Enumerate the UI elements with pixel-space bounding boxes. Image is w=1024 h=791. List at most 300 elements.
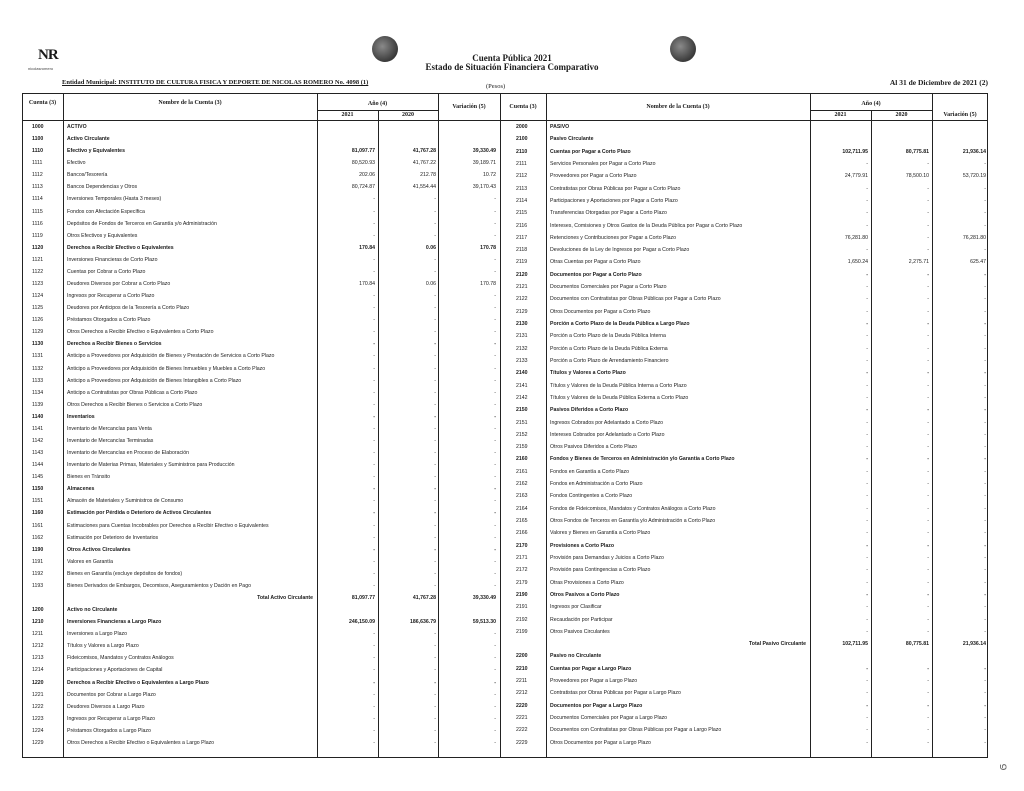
account-code: 2133 [516, 357, 528, 364]
account-name: Fondos de Fideicomisos, Mandatos y Contratos Análogos a Corto Plazo [550, 505, 716, 512]
value-2021: - [373, 232, 375, 239]
value-2021: 1,650.24 [847, 259, 868, 266]
value-2020: 212.78 [420, 172, 436, 179]
account-name: Intereses Cobrados por Adelantado a Corto Plazo [550, 431, 665, 438]
account-name: Deudores Diversos a Largo Plazo [67, 703, 145, 710]
value-variacion: 39,330.49 [472, 595, 496, 601]
account-code: 1212 [32, 643, 44, 650]
value-2020: 41,767.28 [412, 595, 436, 601]
value-2020: - [434, 655, 436, 662]
value-variacion: - [984, 591, 986, 598]
value-variacion: - [984, 727, 986, 734]
value-2021: - [866, 308, 868, 315]
value-2021: - [373, 256, 375, 263]
account-code: 2192 [516, 616, 528, 623]
value-2021: - [373, 329, 375, 336]
account-code: 1110 [32, 148, 43, 155]
value-2021: - [866, 333, 868, 340]
value-variacion: 21,936.14 [962, 641, 986, 648]
account-name: Provisiones a Corto Plazo [550, 542, 614, 549]
header-nombre: Nombre de la Cuenta (3) [158, 100, 222, 106]
value-variacion: - [984, 665, 986, 672]
account-name: Porción a Corto Plazo de la Deuda Pública a Largo Plazo [550, 321, 690, 328]
account-name: Documentos por Pagar a Corto Plazo [550, 271, 642, 278]
value-2020: - [434, 631, 436, 638]
value-2021: - [373, 703, 375, 710]
value-variacion: - [984, 185, 986, 192]
total-label: Total Pasivo Circulante [749, 641, 806, 648]
account-name: Activo Circulante [67, 136, 110, 143]
value-2020: 41,767.22 [412, 160, 436, 167]
value-variacion: - [984, 333, 986, 340]
value-2021: - [866, 604, 868, 611]
value-2020: - [434, 317, 436, 324]
account-name: Almacén de Materiales y Suministros de Consumo [67, 498, 184, 505]
value-2020: - [927, 468, 929, 475]
account-name: Provisión para Contingencias a Corto Plazo [550, 567, 651, 574]
value-variacion: - [984, 567, 986, 574]
value-variacion: - [494, 365, 496, 372]
value-variacion: - [984, 604, 986, 611]
account-name: Transferencias Otorgadas por Pagar a Corto Plazo [550, 210, 667, 217]
value-variacion: - [494, 196, 496, 203]
account-name: Ingresos por Recuperar a Largo Plazo [67, 715, 155, 722]
value-variacion: - [494, 631, 496, 638]
value-variacion: - [984, 296, 986, 303]
account-code: 1139 [32, 401, 44, 408]
value-variacion: - [494, 353, 496, 360]
value-2021: - [866, 518, 868, 525]
account-name: PASIVO [550, 124, 570, 130]
account-name: Provisión para Demandas y Juicios a Corto Plazo [550, 554, 664, 561]
value-2020: - [434, 365, 436, 372]
value-2021: - [866, 690, 868, 697]
value-2021: - [373, 425, 375, 432]
value-2021: - [866, 628, 868, 635]
value-2021: - [373, 365, 375, 372]
value-2020: - [434, 510, 436, 517]
account-name: Porción a Corto Plazo de la Deuda Pública Interna [550, 333, 666, 340]
value-variacion: - [984, 210, 986, 217]
value-2021: - [866, 481, 868, 488]
header-2020: 2020 [402, 112, 414, 118]
account-name: Inventario de Materias Primas, Materiales y Suministros para Producción [67, 462, 235, 469]
account-name: Estimación por Deterioro de Inventarios [67, 534, 159, 541]
value-2020: - [927, 382, 929, 389]
value-variacion: 59,513.30 [472, 619, 496, 626]
account-code: 1150 [32, 486, 44, 493]
account-name: Recaudación por Participar [550, 616, 613, 623]
account-name: Intereses, Comisiones y Otros Gastos de la Deuda Pública por Pagar a Corto Plazo [550, 222, 743, 229]
account-name: ACTIVO [67, 124, 87, 130]
value-2020: - [927, 444, 929, 451]
header-anio: Año (4) [861, 101, 881, 107]
value-2021: - [866, 210, 868, 217]
value-2021: - [373, 570, 375, 577]
account-code: 2170 [516, 542, 528, 549]
value-2020: - [434, 582, 436, 589]
value-2021: - [373, 293, 375, 300]
value-2021: - [866, 665, 868, 672]
value-2021: - [373, 558, 375, 565]
account-code: 2211 [516, 678, 528, 685]
account-name: Otras Cuentas por Pagar a Corto Plazo [550, 259, 641, 266]
account-name: Estimación por Pérdida o Deterioro de Activos Circulantes [67, 510, 212, 517]
value-2020: - [434, 534, 436, 541]
value-2020: - [434, 546, 436, 553]
value-2020: - [434, 486, 436, 493]
value-2020: - [927, 505, 929, 512]
value-2021: 170.84 [359, 244, 375, 251]
col-line [317, 93, 318, 758]
value-2021: - [373, 220, 375, 227]
account-name: Otros Efectivos y Equivalentes [67, 232, 138, 239]
value-variacion: - [494, 691, 496, 698]
account-name: Otras Provisiones a Corto Plazo [550, 579, 624, 586]
header-2021: 2021 [341, 112, 354, 118]
account-code: 2221 [516, 715, 528, 722]
value-2021: - [373, 389, 375, 396]
account-code: 2130 [516, 321, 528, 328]
account-code: 1130 [32, 341, 44, 348]
value-2021: - [866, 185, 868, 192]
account-code: 2117 [516, 234, 528, 241]
value-2021: - [866, 739, 868, 746]
value-variacion: - [984, 702, 986, 709]
account-name: Cuentas por Pagar a Largo Plazo [550, 665, 632, 672]
value-2020: - [434, 353, 436, 360]
account-name: Inversiones Temporales (Hasta 3 meses) [67, 196, 162, 203]
account-name: Documentos Comerciales por Pagar a Corto Plazo [550, 284, 667, 291]
value-2020: - [434, 691, 436, 698]
value-2020: - [927, 567, 929, 574]
value-variacion: - [984, 518, 986, 525]
value-variacion: 39,330.49 [472, 148, 496, 155]
account-name: Bancos Dependencias y Otros [67, 184, 138, 191]
value-2020: 41,767.28 [412, 148, 436, 155]
value-2021: - [866, 715, 868, 722]
account-code: 2199 [516, 628, 528, 635]
header-divider [22, 120, 988, 121]
value-2021: - [373, 486, 375, 493]
account-name: Otros Documentos por Pagar a Corto Plazo [550, 308, 651, 315]
account-code: 1100 [32, 136, 44, 143]
value-2021: - [866, 419, 868, 426]
value-2020: - [927, 407, 929, 414]
account-code: 2100 [516, 136, 528, 143]
account-name: Ingresos Cobrados por Adelantado a Corto Plazo [550, 419, 664, 426]
value-2020: - [434, 715, 436, 722]
value-2021: - [373, 679, 375, 686]
value-variacion: 625.47 [970, 259, 986, 266]
account-name: Deudores Diversos por Cobrar a Corto Plazo [67, 281, 171, 287]
value-variacion: - [494, 389, 496, 396]
account-code: 2129 [516, 308, 528, 315]
account-name: Participaciones y Aportaciones de Capital [67, 667, 163, 674]
value-variacion: - [984, 579, 986, 586]
value-variacion: - [984, 444, 986, 451]
account-code: 2116 [516, 222, 528, 229]
account-name: Deudores por Anticipos de la Tesorería a Corto Plazo [67, 305, 190, 312]
value-2021: - [866, 407, 868, 414]
account-code: 2160 [516, 456, 528, 463]
account-name: Cuentas por Cobrar a Corto Plazo [67, 268, 146, 275]
value-2020: - [927, 431, 929, 438]
account-name: Ingresos por Recuperar a Corto Plazo [67, 293, 155, 300]
account-code: 1222 [32, 703, 44, 710]
account-name: Préstamos Otorgados a Largo Plazo [67, 727, 151, 734]
value-2020: - [434, 232, 436, 239]
account-name: Proveedores por Pagar a Largo Plazo [550, 678, 638, 685]
value-variacion: - [984, 505, 986, 512]
account-code: 1213 [32, 655, 44, 662]
value-2021: 80,520.93 [351, 160, 375, 167]
account-name: Servicios Personales por Pagar a Corto Plazo [550, 160, 656, 167]
header-variacion: Variación (5) [452, 104, 486, 110]
account-name: Fondos en Garantía a Corto Plazo [550, 468, 630, 475]
account-name: Derechos a Recibir Efectivo o Equivalentes [67, 244, 174, 251]
value-2021: - [373, 341, 375, 348]
value-2021: - [866, 444, 868, 451]
value-variacion: - [984, 160, 986, 167]
account-name: Almacenes [67, 486, 95, 493]
account-name: Títulos y Valores de la Deuda Pública Externa a Corto Plazo [550, 394, 689, 401]
value-2021: - [373, 643, 375, 650]
value-2021: - [373, 413, 375, 420]
value-2020: - [434, 739, 436, 746]
account-code: 2118 [516, 247, 528, 254]
account-code: 1141 [32, 425, 44, 432]
account-name: Inventario de Mercancías para Venta [67, 425, 152, 432]
account-code: 2200 [516, 653, 528, 660]
value-2021: - [866, 382, 868, 389]
value-2021: - [866, 530, 868, 537]
account-code: 1133 [32, 377, 44, 384]
report-subtitle: Estado de Situación Financiera Comparativo [425, 62, 599, 72]
value-variacion: - [984, 357, 986, 364]
account-code: 2179 [516, 579, 528, 586]
header-nombre: Nombre de la Cuenta (3) [646, 104, 710, 110]
account-code: 1124 [32, 293, 44, 300]
account-code: 1160 [32, 510, 44, 517]
total-label: Total Activo Circulante [257, 595, 313, 601]
account-code: 2115 [516, 210, 528, 217]
value-variacion: 39,189.71 [472, 160, 496, 167]
value-2020: - [927, 271, 929, 278]
account-code: 1119 [32, 232, 43, 239]
value-variacion: - [984, 284, 986, 291]
value-2020: 41,554.44 [412, 184, 436, 191]
value-2021: - [866, 431, 868, 438]
account-code: 1190 [32, 546, 44, 553]
value-2020: - [927, 185, 929, 192]
value-2020: - [927, 591, 929, 598]
value-2021: - [373, 196, 375, 203]
value-variacion: - [494, 413, 496, 420]
report-title: Cuenta Pública 2021 [472, 53, 552, 63]
account-name: Porción a Corto Plazo de la Deuda Pública Externa [550, 345, 668, 352]
account-code: 1193 [32, 582, 44, 589]
account-code: 2191 [516, 604, 528, 611]
value-variacion: - [984, 628, 986, 635]
account-name: Otros Pasivos a Corto Plazo [550, 591, 620, 598]
account-name: Devoluciones de la Ley de Ingresos por Pagar a Corto Plazo [550, 247, 690, 254]
value-2020: - [927, 739, 929, 746]
value-2021: 102,711.95 [842, 641, 868, 648]
account-code: 2222 [516, 727, 528, 734]
account-code: 1162 [32, 534, 44, 541]
value-variacion: - [494, 582, 496, 589]
value-variacion: - [984, 493, 986, 500]
value-variacion: - [984, 739, 986, 746]
value-2021: - [866, 456, 868, 463]
col-line [63, 93, 64, 758]
value-2021: - [373, 631, 375, 638]
account-code: 2113 [516, 185, 528, 192]
account-code: 2142 [516, 394, 528, 401]
account-code: 1132 [32, 365, 44, 372]
value-2021: - [866, 567, 868, 574]
value-2020: - [434, 425, 436, 432]
value-2021: - [373, 401, 375, 408]
account-code: 1224 [32, 727, 44, 734]
value-2020: 80,775.81 [905, 641, 929, 648]
value-variacion: - [984, 321, 986, 328]
account-code: 1126 [32, 317, 44, 324]
account-code: 2121 [516, 284, 528, 291]
account-name: Bancos/Tesorería [67, 172, 108, 179]
report-date: Al 31 de Diciembre de 2021 (2) [889, 78, 988, 87]
account-code: 1229 [32, 739, 44, 746]
value-variacion: - [984, 530, 986, 537]
account-name: Inversiones Financieras de Corto Plazo [67, 256, 158, 263]
value-2020: - [927, 308, 929, 315]
account-code: 2150 [516, 407, 528, 414]
value-2020: - [434, 643, 436, 650]
value-2021: - [373, 655, 375, 662]
account-code: 1143 [32, 450, 44, 457]
value-2020: - [434, 558, 436, 565]
account-code: 2132 [516, 345, 528, 352]
value-variacion: - [494, 510, 496, 517]
value-2020: - [927, 604, 929, 611]
account-code: 2114 [516, 197, 528, 204]
account-code: 2171 [516, 554, 528, 561]
value-variacion: - [984, 481, 986, 488]
account-name: Valores y Bienes en Garantía a Corto Plazo [550, 530, 651, 537]
account-code: 2229 [516, 739, 528, 746]
account-code: 2120 [516, 271, 528, 278]
account-code: 1129 [32, 329, 44, 336]
value-variacion: - [494, 305, 496, 312]
logo-subtext: nicolasromero [28, 66, 54, 71]
value-2021: - [866, 468, 868, 475]
value-2021: 24,779.91 [844, 173, 868, 180]
account-name: Derechos a Recibir Bienes o Servicios [67, 341, 162, 348]
account-name: Anticipo a Proveedores por Adquisición de Bienes Intangibles a Corto Plazo [67, 377, 242, 384]
value-2020: - [927, 345, 929, 352]
value-2020: - [927, 542, 929, 549]
account-name: Fideicomisos, Mandatos y Contratos Análogos [67, 655, 174, 662]
value-2020: - [927, 727, 929, 734]
account-code: 2110 [516, 148, 528, 155]
value-2021: - [373, 739, 375, 746]
account-code: 1140 [32, 413, 44, 420]
account-name: Anticipo a Proveedores por Adquisición de Bienes Inmuebles y Muebles a Corto Plazo [67, 365, 266, 372]
col-line [932, 93, 933, 758]
col-line [500, 93, 501, 758]
value-2020: - [927, 357, 929, 364]
account-name: Bienes en Tránsito [67, 474, 110, 481]
value-variacion: 170.78 [480, 281, 496, 287]
account-code: 2152 [516, 431, 528, 438]
value-2021: - [866, 616, 868, 623]
account-name: Documentos por Pagar a Largo Plazo [550, 702, 643, 709]
value-2020: - [434, 450, 436, 457]
account-name: Anticipo a Proveedores por Adquisición de Bienes y Prestación de Servicios a Corto Plazo [67, 353, 275, 360]
value-2020: - [927, 690, 929, 697]
account-code: 2165 [516, 518, 528, 525]
account-name: Fondos en Administración a Corto Plazo [550, 481, 643, 488]
value-variacion: - [494, 667, 496, 674]
value-variacion: 76,281.80 [962, 234, 986, 241]
value-variacion: - [984, 370, 986, 377]
value-variacion: - [494, 739, 496, 746]
account-name: Préstamos Otorgados a Corto Plazo [67, 317, 151, 324]
page-number: ϭ [995, 763, 1010, 771]
header-anio: Año (4) [367, 101, 388, 107]
account-code: 1221 [32, 691, 44, 698]
value-2021: 81,097.77 [351, 148, 375, 155]
value-2020: - [434, 389, 436, 396]
value-variacion: - [494, 220, 496, 227]
account-code: 2220 [516, 702, 528, 709]
account-name: Inventarios [67, 413, 95, 420]
value-2020: - [434, 462, 436, 469]
value-2021: - [373, 438, 375, 444]
value-variacion: - [494, 655, 496, 662]
value-2020: - [927, 197, 929, 204]
value-2021: - [373, 317, 375, 324]
value-2020: - [434, 474, 436, 481]
value-variacion: - [494, 341, 496, 348]
value-2020: - [927, 284, 929, 291]
account-name: Otros Derechos a Recibir Efectivo o Equivalentes a Corto Plazo [67, 329, 214, 336]
value-variacion: 39,170.43 [472, 184, 496, 191]
logo-mark: NR [38, 47, 58, 63]
value-2020: - [434, 293, 436, 300]
value-2021: 76,281.80 [844, 234, 868, 241]
value-2020: - [927, 518, 929, 525]
col-line [546, 93, 547, 758]
account-name: Documentos Comerciales por Pagar a Largo Plazo [550, 715, 668, 722]
value-2020: - [434, 305, 436, 312]
value-2021: - [373, 268, 375, 275]
account-code: 2122 [516, 296, 528, 303]
value-2021: - [866, 554, 868, 561]
value-variacion: - [984, 247, 986, 254]
account-name: Pasivo Circulante [550, 136, 594, 143]
account-code: 1192 [32, 570, 44, 577]
account-code: 1000 [32, 124, 44, 130]
header-variacion: Variación (5) [943, 112, 977, 118]
value-variacion: - [494, 727, 496, 734]
value-2021: 102,711.95 [842, 148, 868, 155]
value-variacion: 170.78 [480, 244, 496, 251]
value-variacion: - [494, 438, 496, 444]
value-2021: 202.06 [359, 172, 375, 179]
value-2021: - [373, 498, 375, 505]
